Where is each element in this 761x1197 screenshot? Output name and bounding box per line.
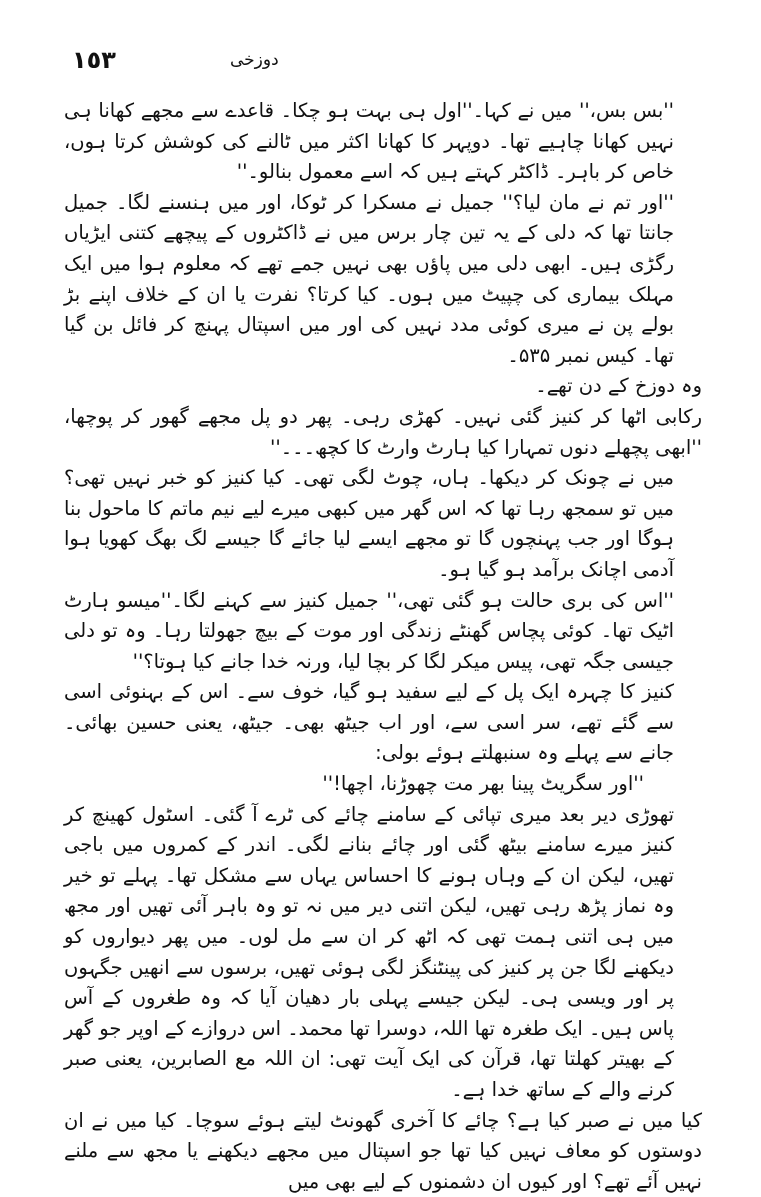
paragraph: وہ دوزخ کے دن تھے۔ [535, 374, 702, 398]
paragraph: کیا میں نے صبر کیا ہے؟ چائے کا آخری گھونٹ لیتے ہوئے سوچا۔ کیا میں نے ان دوستوں کو معاف نہیں کیا تھا جو اسپتال میں مجھے دیکھنے یا مجھ سے ملنے نہیں آئے تھے؟ اور کیوں ان دشمنوں کے لیے بھی میں [64, 1108, 702, 1193]
paragraph: ''اور سگریٹ پینا بھر مت چھوڑنا، اچھا!'' [322, 772, 644, 796]
page-number: ١٥٣ [72, 46, 116, 74]
page-header [60, 46, 700, 80]
paragraph: ''اس کی بری حالت ہو گئی تھی،'' جمیل کنیز سے کہنے لگا۔''میسو ہارٹ اٹیک تھا۔ کوئی پچاس گھنٹے زندگی اور موت کے بیچ جھولتا رہا۔ وہ تو دلی جیسی جگہ تھی، پیس میکر لگا کر بچا لیا، ورنہ خدا جانے کیا ہوتا؟'' [64, 588, 674, 673]
paragraph: ''اور تم نے مان لیا؟'' جمیل نے مسکرا کر ٹوکا، اور میں ہنسنے لگا۔ جمیل جانتا تھا کہ دلی کے یہ تین چار برس میں نے ڈاکٹروں کے پیچھے کتنی ایڑیاں رگڑی ہیں۔ ابھی دلی میں پاؤں بھی نہیں جمے تھے کہ معلوم ہوا میں ایک مہلک بیماری کی چپیٹ میں ہوں۔ کیا کرتا؟ نفرت یا ان کے خلاف اپنے بڑ بولے پن نے میری کوئی مدد نہیں کی اور میں اسپتال پہنچ کر فائل بن گیا تھا۔ کیس نمبر ۵۳۵۔ [64, 190, 674, 367]
running-title: دوزخی [230, 50, 279, 70]
paragraph: میں نے چونک کر دیکھا۔ ہاں، چوٹ لگی تھی۔ کیا کنیز کو خبر نہیں تھی؟ میں تو سمجھ رہا تھا کہ اس گھر میں کبھی میرے لیے نیم ماتم کا ماحول بنا ہوگا اور جب پہنچوں گا تو مجھے ایسے لیا جائے گا جیسے لگ بھگ کھویا ہوا آدمی اچانک برآمد ہو گیا ہو۔ [64, 466, 674, 581]
paragraph: رکابی اٹھا کر کنیز گئی نہیں۔ کھڑی رہی۔ پھر دو پل مجھے گھور کر پوچھا، ''ابھی پچھلے دنوں تمہارا کیا ہارٹ وارٹ کا کچھ۔۔۔'' [64, 404, 702, 459]
body-text [64, 96, 702, 1197]
paragraph: تھوڑی دیر بعد میری تپائی کے سامنے چائے کی ٹرے آ گئی۔ اسٹول کھینچ کر کنیز میرے سامنے بیٹھ گئی اور چائے بنانے لگی۔ اندر کے کمروں میں باجی تھیں، لیکن ان کے وہاں ہونے کا احساس یہاں سے مشکل تھا۔ پہلے تو خیر وہ نماز پڑھ رہی تھیں، لیکن اتنی دیر میں نہ تو وہ باہر آئی تھیں اور مجھ میں ہی اتنی ہمت تھی کہ اٹھ کر ان سے مل لوں۔ میں پھر دیواروں کو دیکھنے لگا جن پر کنیز کی پینٹنگز لگی ہوئی تھیں، برسوں سے انھیں جگہوں پر اور ویسی ہی۔ لیکن جیسے پہلی بار دھیان آیا کہ وہ طغروں کے آس پاس ہیں۔ ایک طغرہ تھا اللہ، دوسرا تھا محمد۔ اس دروازے کے اوپر جو گھر کے بھیتر کھلتا تھا، قرآن کی ایک آیت تھی: ان اللہ مع الصابرین، یعنی صبر کرنے والے کے ساتھ خدا ہے۔ [64, 802, 674, 1101]
paragraph: کنیز کا چہرہ ایک پل کے لیے سفید ہو گیا، خوف سے۔ اس کے بہنوئی اسی سے گئے تھے، سر اسی سے، اور اب جیٹھ بھی۔ جیٹھ، یعنی حسین بھائی۔ جانے سے پہلے وہ سنبھلتے ہوئے بولی: [64, 680, 674, 765]
paragraph: ''بس بس،'' میں نے کہا۔''اول ہی بہت ہو چکا۔ قاعدے سے مجھے کھانا ہی نہیں کھانا چاہیے تھا۔ دوپہر کا کھانا اکثر میں ٹالنے کی کوشش کرتا ہوں، خاص کر باہر۔ ڈاکٹر کہتے ہیں کہ اسے معمول بنالو۔'' [64, 99, 674, 184]
